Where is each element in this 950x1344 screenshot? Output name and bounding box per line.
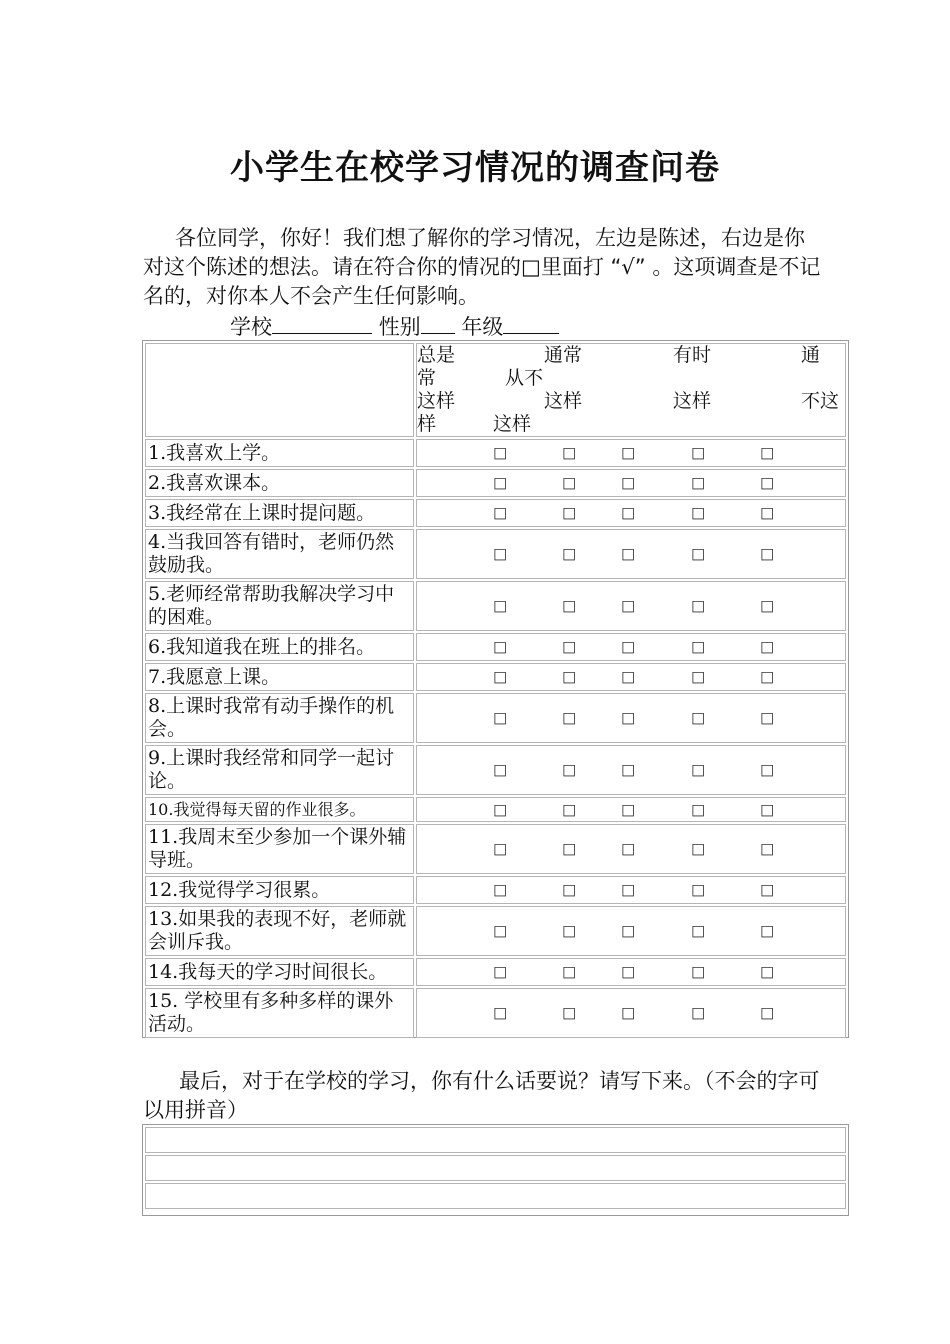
question-statement: 5.老师经常帮助我解决学习中的困难。: [145, 581, 414, 631]
table-row: [145, 693, 846, 743]
table-row: [145, 439, 846, 467]
table-row: [145, 797, 846, 822]
table-row: [145, 906, 846, 956]
option-sometimes-checkbox[interactable]: □: [621, 443, 636, 462]
header-this-way-1: 这样: [417, 390, 456, 412]
option-always-checkbox[interactable]: □: [493, 839, 508, 858]
table-row: [145, 876, 846, 904]
page-title: 小学生在校学习情况的调查问卷: [230, 148, 720, 188]
question-statement: 12.我觉得学习很累。: [145, 876, 414, 904]
question-statement: 3.我经常在上课时提问题。: [145, 499, 414, 527]
intro-paragraph: [143, 224, 823, 311]
option-sometimes-checkbox[interactable]: □: [621, 1003, 636, 1022]
option-usually-not-checkbox[interactable]: □: [691, 667, 706, 686]
option-never-checkbox[interactable]: □: [760, 637, 775, 656]
option-never-checkbox[interactable]: □: [760, 839, 775, 858]
option-sometimes-checkbox[interactable]: □: [621, 760, 636, 779]
header-wrap-2: 样: [417, 413, 437, 435]
table-row: [145, 988, 846, 1038]
answer-options: [416, 876, 846, 904]
question-statement: 7.我愿意上课。: [145, 663, 414, 691]
table-row: [145, 633, 846, 661]
answer-options: [416, 499, 846, 527]
option-sometimes-checkbox[interactable]: □: [621, 800, 636, 818]
option-sometimes-checkbox[interactable]: □: [621, 667, 636, 686]
option-never-checkbox[interactable]: □: [760, 800, 775, 818]
option-never-checkbox[interactable]: □: [760, 544, 775, 563]
option-usually-not-checkbox[interactable]: □: [691, 839, 706, 858]
option-usually-not-checkbox[interactable]: □: [691, 962, 706, 981]
question-statement: 8.上课时我常有动手操作的机会。: [145, 693, 414, 743]
table-row: [145, 824, 846, 874]
option-usually-checkbox[interactable]: □: [562, 637, 577, 656]
option-usually-not-checkbox[interactable]: □: [691, 503, 706, 522]
answer-options: [416, 958, 846, 986]
answer-options: [416, 663, 846, 691]
option-usually-not-checkbox[interactable]: □: [691, 637, 706, 656]
answer-options: [416, 745, 846, 795]
option-sometimes-checkbox[interactable]: □: [621, 839, 636, 858]
option-never-checkbox[interactable]: □: [760, 503, 775, 522]
option-always-checkbox[interactable]: □: [493, 708, 508, 727]
table-row: [145, 958, 846, 986]
option-never-checkbox[interactable]: □: [760, 596, 775, 615]
gender-blank[interactable]: [421, 313, 455, 334]
option-usually-not-checkbox[interactable]: □: [691, 760, 706, 779]
header-this-way-2: 这样: [544, 390, 583, 412]
school-blank[interactable]: [272, 313, 372, 334]
option-usually-checkbox[interactable]: □: [562, 800, 577, 818]
option-never-checkbox[interactable]: □: [760, 443, 775, 462]
option-usually-not-checkbox[interactable]: □: [691, 473, 706, 492]
question-statement: 15. 学校里有多种多样的课外活动。: [145, 988, 414, 1038]
answer-options: [416, 693, 846, 743]
option-usually-not-checkbox[interactable]: □: [691, 880, 706, 899]
option-always-checkbox[interactable]: □: [493, 760, 508, 779]
table-row: [145, 581, 846, 631]
answer-options: [416, 824, 846, 874]
option-usually-checkbox[interactable]: □: [562, 760, 577, 779]
answer-options: [416, 529, 846, 579]
answer-options: [416, 439, 846, 467]
option-sometimes-checkbox[interactable]: □: [621, 637, 636, 656]
option-always-checkbox[interactable]: □: [493, 800, 508, 818]
option-sometimes-checkbox[interactable]: □: [621, 596, 636, 615]
option-usually-checkbox[interactable]: □: [562, 443, 577, 462]
option-usually-checkbox[interactable]: □: [562, 839, 577, 858]
option-always-checkbox[interactable]: □: [493, 503, 508, 522]
option-usually-checkbox[interactable]: □: [562, 708, 577, 727]
table-row: [145, 499, 846, 527]
header-row: [145, 343, 846, 437]
answer-options: [416, 797, 846, 822]
option-sometimes-checkbox[interactable]: □: [621, 921, 636, 940]
header-usually-not-2: 不这: [801, 390, 840, 412]
answer-options: [416, 469, 846, 497]
question-statement: 2.我喜欢课本。: [145, 469, 414, 497]
header-this-way-4: 这样: [493, 413, 532, 435]
question-statement: 14.我每天的学习时间很长。: [145, 958, 414, 986]
header-usually-not-1: 通: [801, 344, 821, 366]
question-statement: 4.当我回答有错时，老师仍然鼓励我。: [145, 529, 414, 579]
option-usually-not-checkbox[interactable]: □: [691, 1003, 706, 1022]
gender-label: 性别: [378, 315, 421, 339]
option-usually-checkbox[interactable]: □: [562, 1003, 577, 1022]
header-never: 从不: [505, 367, 544, 389]
option-never-checkbox[interactable]: □: [760, 880, 775, 899]
question-statement: 13.如果我的表现不好，老师就会训斥我。: [145, 906, 414, 956]
option-usually-checkbox[interactable]: □: [562, 544, 577, 563]
header-usually: 通常: [544, 344, 583, 366]
header-wrap-1: 常: [417, 367, 437, 389]
option-never-checkbox[interactable]: □: [760, 921, 775, 940]
option-always-checkbox[interactable]: □: [493, 962, 508, 981]
option-usually-not-checkbox[interactable]: □: [691, 708, 706, 727]
option-sometimes-checkbox[interactable]: □: [621, 880, 636, 899]
answer-options: [416, 988, 846, 1038]
option-usually-checkbox[interactable]: □: [562, 880, 577, 899]
option-usually-not-checkbox[interactable]: □: [691, 800, 706, 818]
option-never-checkbox[interactable]: □: [760, 708, 775, 727]
option-never-checkbox[interactable]: □: [760, 760, 775, 779]
grade-blank[interactable]: [503, 313, 559, 334]
option-sometimes-checkbox[interactable]: □: [621, 503, 636, 522]
option-always-checkbox[interactable]: □: [493, 637, 508, 656]
option-always-checkbox[interactable]: □: [493, 880, 508, 899]
option-usually-checkbox[interactable]: □: [562, 962, 577, 981]
option-never-checkbox[interactable]: □: [760, 473, 775, 492]
option-usually-checkbox[interactable]: □: [562, 921, 577, 940]
option-sometimes-checkbox[interactable]: □: [621, 708, 636, 727]
option-usually-not-checkbox[interactable]: □: [691, 596, 706, 615]
comment-line[interactable]: [145, 1155, 846, 1181]
survey-table: [142, 340, 849, 1038]
option-sometimes-checkbox[interactable]: □: [621, 544, 636, 563]
table-row: [145, 529, 846, 579]
header-this-way-3: 这样: [673, 390, 712, 412]
answer-options: [416, 581, 846, 631]
question-statement: 1.我喜欢上学。: [145, 439, 414, 467]
comment-line[interactable]: [145, 1183, 846, 1209]
option-never-checkbox[interactable]: □: [760, 962, 775, 981]
grade-label: 年级: [461, 315, 504, 339]
question-statement: 11.我周末至少参加一个课外辅导班。: [145, 824, 414, 874]
option-always-checkbox[interactable]: □: [493, 544, 508, 563]
option-always-checkbox[interactable]: □: [493, 443, 508, 462]
option-sometimes-checkbox[interactable]: □: [621, 962, 636, 981]
option-sometimes-checkbox[interactable]: □: [621, 473, 636, 492]
header-options-cell: [416, 343, 846, 437]
header-statement-cell: [145, 343, 414, 437]
header-sometimes: 有时: [673, 344, 712, 366]
question-statement: 10.我觉得每天留的作业很多。: [145, 797, 414, 822]
option-usually-not-checkbox[interactable]: □: [691, 443, 706, 462]
table-row: [145, 469, 846, 497]
table-row: [145, 663, 846, 691]
intro-text: 各位同学，你好！我们想了解你的学习情况，左边是陈述，右边是你对这个陈述的想法。请在符合你的情况的□里面打 “√” 。这项调查是不记名的，对你本人不会产生任何影响。: [143, 226, 821, 308]
table-row: [145, 745, 846, 795]
option-always-checkbox[interactable]: □: [493, 921, 508, 940]
closing-text: 最后，对于在学校的学习，你有什么话要说？请写下来。（不会的字可以用拼音）: [143, 1069, 820, 1122]
question-statement: 9.上课时我经常和同学一起讨论。: [145, 745, 414, 795]
option-always-checkbox[interactable]: □: [493, 667, 508, 686]
option-usually-checkbox[interactable]: □: [562, 503, 577, 522]
option-usually-not-checkbox[interactable]: □: [691, 544, 706, 563]
option-usually-checkbox[interactable]: □: [562, 667, 577, 686]
answer-options: [416, 906, 846, 956]
answer-options: [416, 633, 846, 661]
question-statement: 6.我知道我在班上的排名。: [145, 633, 414, 661]
header-always: 总是: [417, 344, 456, 366]
option-always-checkbox[interactable]: □: [493, 473, 508, 492]
comment-line[interactable]: [145, 1127, 846, 1153]
option-usually-checkbox[interactable]: □: [562, 473, 577, 492]
closing-prompt: [143, 1067, 823, 1125]
option-always-checkbox[interactable]: □: [493, 596, 508, 615]
option-always-checkbox[interactable]: □: [493, 1003, 508, 1022]
option-usually-not-checkbox[interactable]: □: [691, 921, 706, 940]
comment-box[interactable]: [142, 1124, 849, 1216]
option-usually-checkbox[interactable]: □: [562, 596, 577, 615]
info-fields: [230, 313, 559, 340]
option-never-checkbox[interactable]: □: [760, 667, 775, 686]
school-label: 学校: [230, 315, 272, 339]
option-never-checkbox[interactable]: □: [760, 1003, 775, 1022]
